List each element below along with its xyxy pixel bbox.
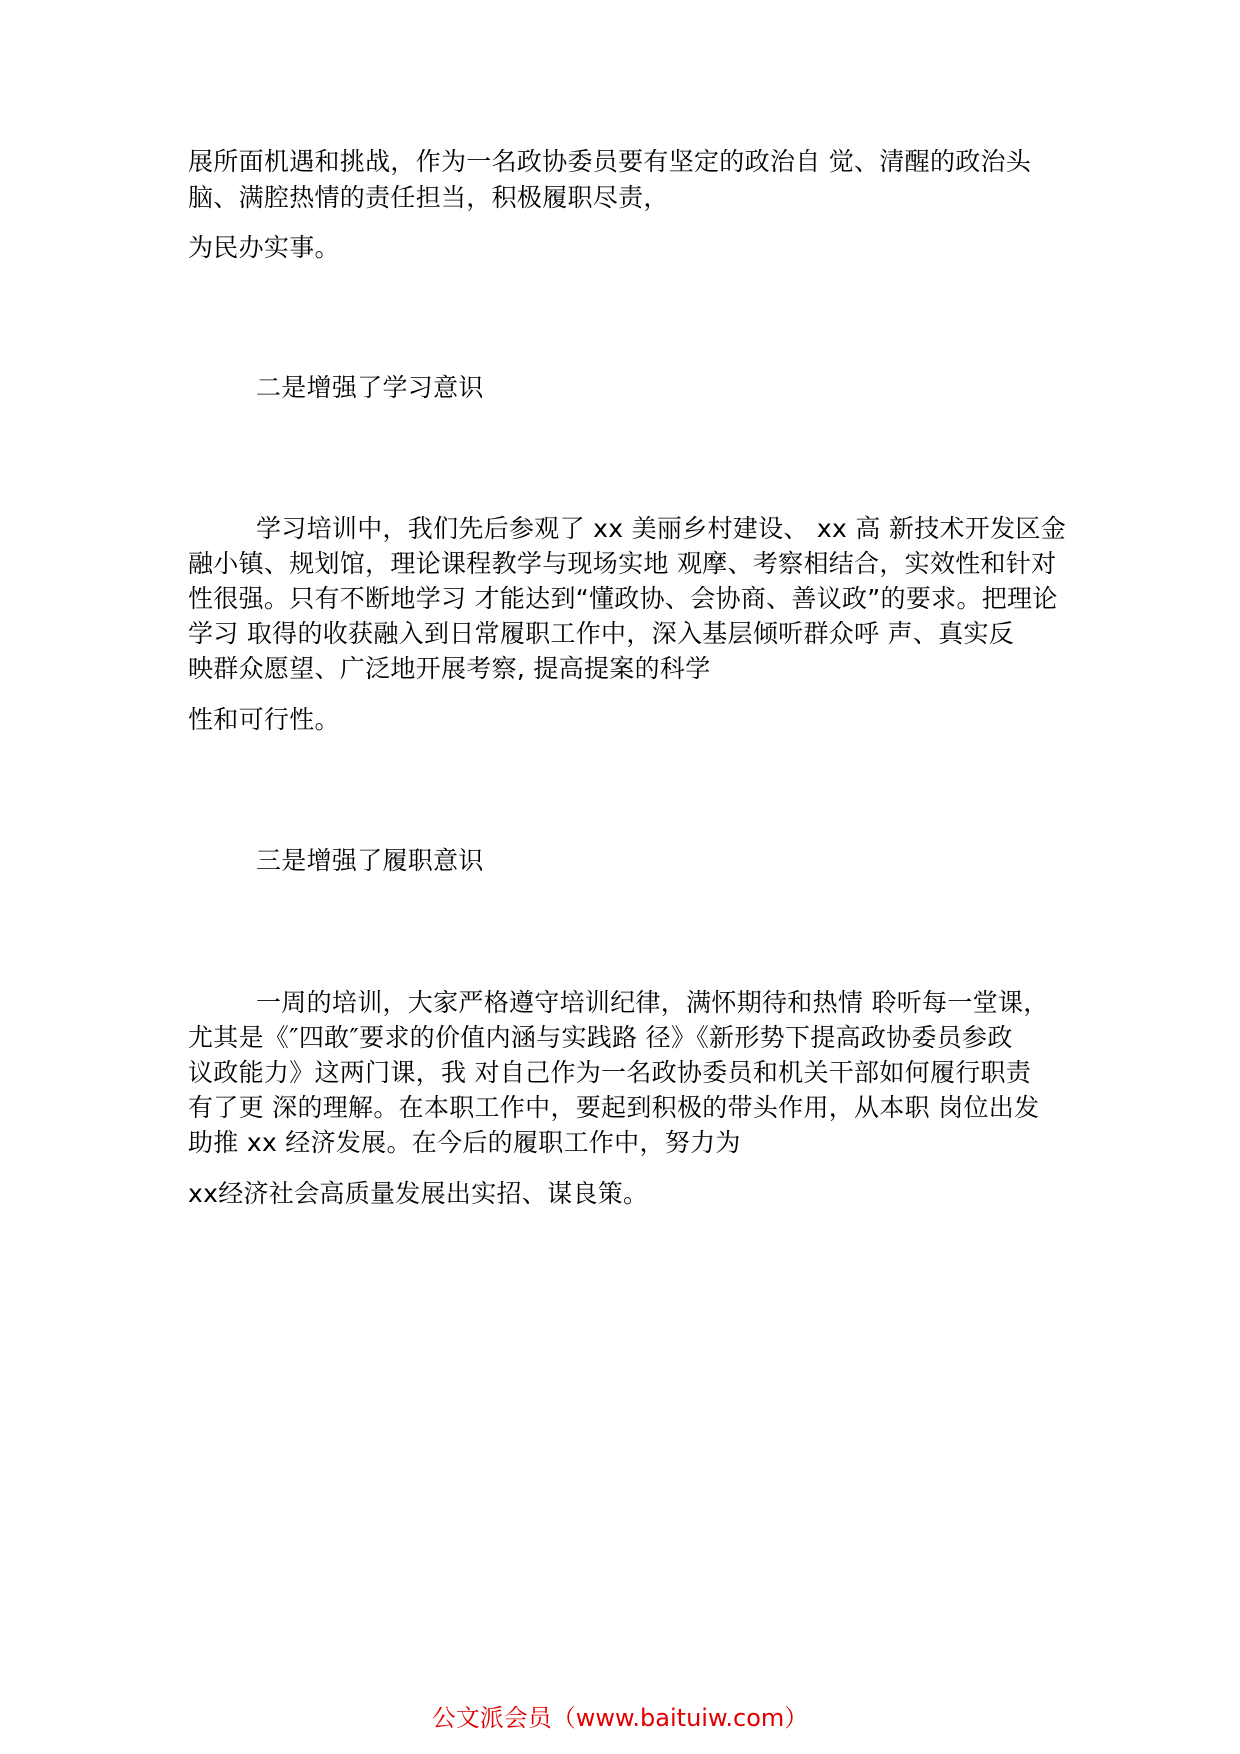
section-heading: 二是增强了学习意识 <box>256 373 484 402</box>
paragraph-line: xx经济社会高质量发展出实招、谋良策。 <box>188 1179 649 1208</box>
section-heading: 三是增强了履职意识 <box>256 846 484 875</box>
paragraph-line: 融小镇、规划馆，理论课程教学与现场实地 观摩、考察相结合，实效性和针对 <box>188 549 1057 578</box>
paragraph-line: 一周的培训，大家严格遵守培训纪律，满怀期待和热情 聆听每一堂课， <box>256 988 1049 1017</box>
paragraph-line: 学习培训中，我们先后参观了 xx 美丽乡村建设、 xx 高 新技术开发区金 <box>256 514 1067 543</box>
paragraph-line: 学习 取得的收获融入到日常履职工作中，深入基层倾听群众呼 声、真实反 <box>188 619 1015 648</box>
paragraph-line: 尤其是《″四敢″要求的价值内涵与实践路 径》《新形势下提高政协委员参政 <box>188 1023 1013 1052</box>
paragraph-line: 为民办实事。 <box>188 233 340 262</box>
paragraph-line: 议政能力》这两门课，我 对自己作为一名政协委员和机关干部如何履行职责 <box>188 1058 1032 1087</box>
paragraph-line: 脑、满腔热情的责任担当，积极履职尽责， <box>188 183 669 212</box>
paragraph-line: 性很强。只有不断地学习 才能达到“懂政协、会协商、善议政”的要求。把理论 <box>188 584 1058 613</box>
paragraph-line: 展所面机遇和挑战，作为一名政协委员要有坚定的政治自 觉、清醒的政治头 <box>188 147 1032 176</box>
footer-watermark-link[interactable]: 公文派会员（www.baituiw.com） <box>431 1704 809 1732</box>
paragraph-line: 助推 xx 经济发展。在今后的履职工作中，努力为 <box>188 1128 741 1157</box>
paragraph-line: 有了更 深的理解。在本职工作中，要起到积极的带头作用，从本职 岗位出发 <box>188 1093 1040 1122</box>
paragraph-line: 性和可行性。 <box>188 705 340 734</box>
paragraph-line: 映群众愿望、广泛地开展考察, 提高提案的科学 <box>188 654 711 683</box>
